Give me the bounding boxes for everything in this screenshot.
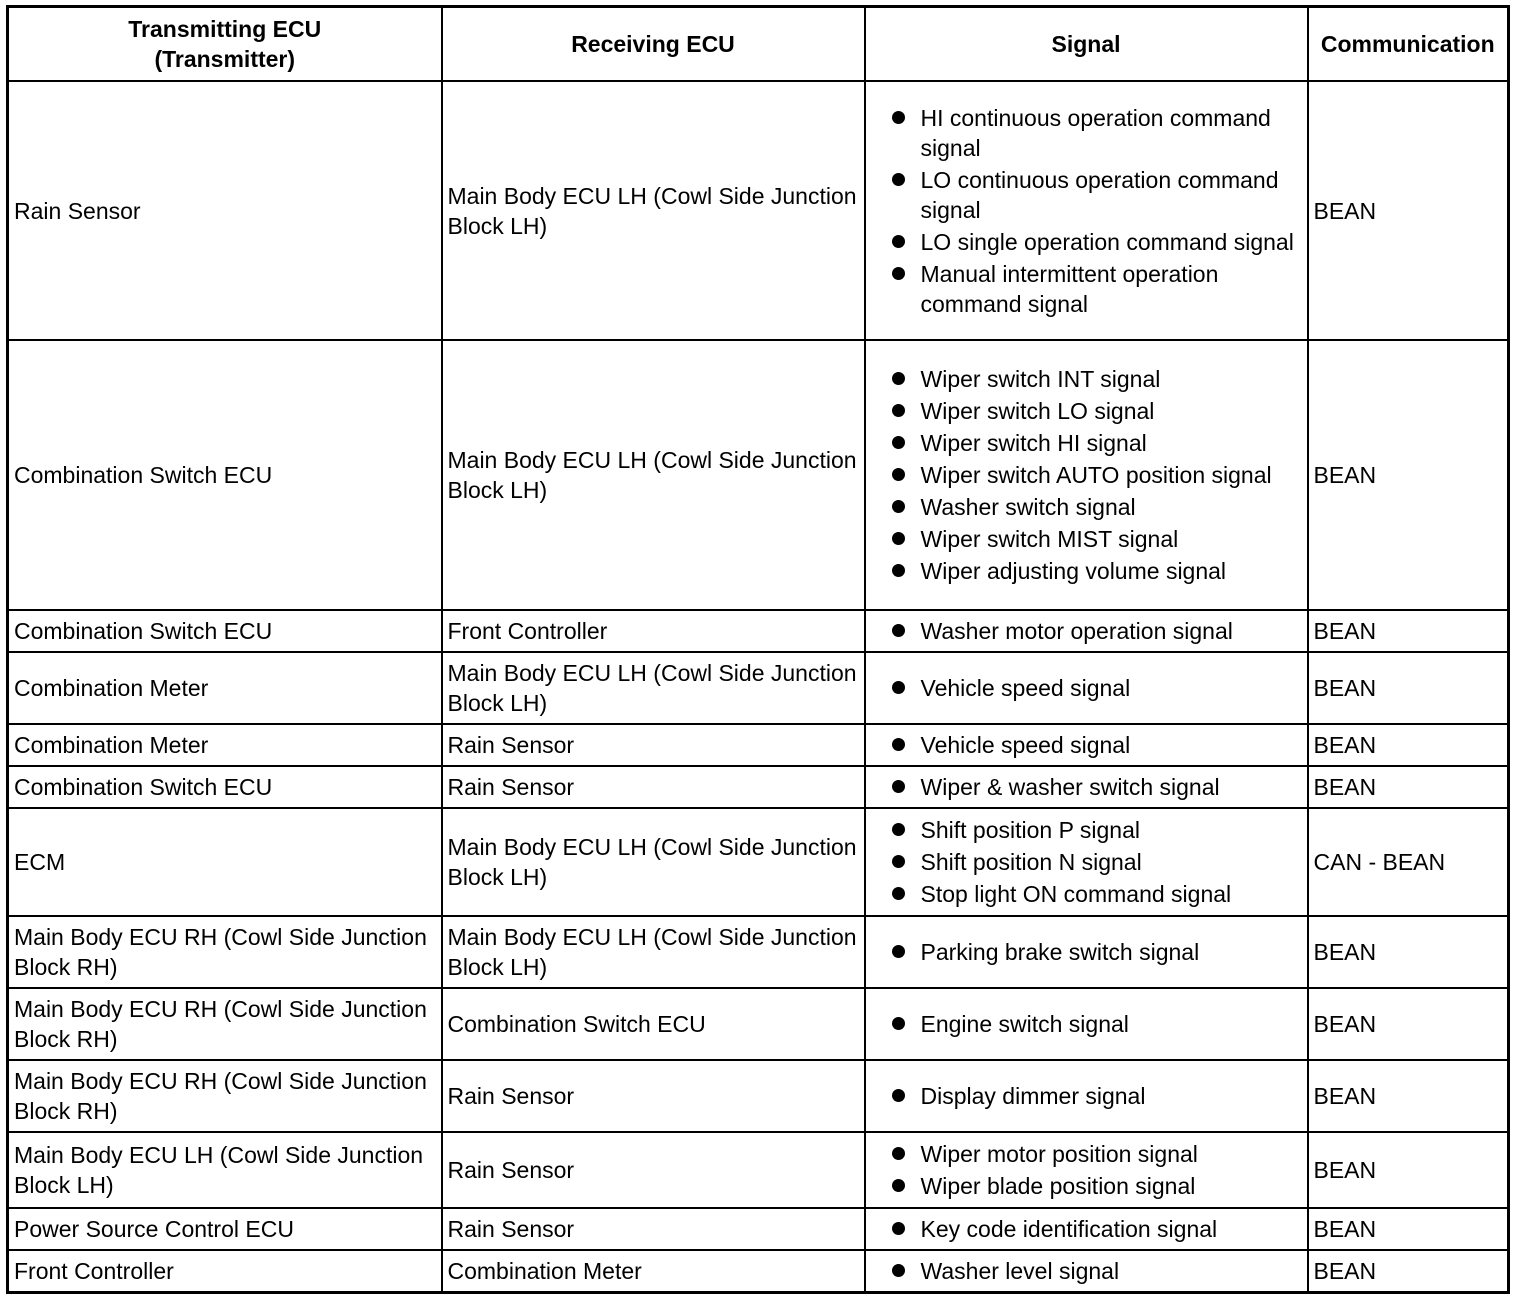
signal-cell [865,1250,1308,1292]
communication-cell: BEAN [1308,916,1509,988]
signal-item: Display dimmer signal [871,1081,1302,1111]
signal-list [871,103,1302,319]
signal-cell [865,1060,1308,1132]
signal-list [871,1139,1302,1201]
receiver-cell: Main Body ECU LH (Cowl Side Junction Block LH) [442,340,865,610]
receiver-cell: Main Body ECU LH (Cowl Side Junction Block LH) [442,652,865,724]
communication-cell: BEAN [1308,340,1509,610]
signal-cell [865,916,1308,988]
receiver-cell: Main Body ECU LH (Cowl Side Junction Block LH) [442,81,865,340]
signal-cell [865,724,1308,766]
signal-list [871,730,1302,760]
signal-cell [865,652,1308,724]
communication-cell: BEAN [1308,1060,1509,1132]
receiver-cell: Main Body ECU LH (Cowl Side Junction Block LH) [442,916,865,988]
communication-cell: BEAN [1308,1132,1509,1208]
table-row [8,652,1509,724]
table-row [8,1250,1509,1292]
signal-item: HI continuous operation command signal [871,103,1302,163]
signal-cell [865,340,1308,610]
table-header [8,7,1509,82]
transmitter-cell: Main Body ECU LH (Cowl Side Junction Block LH) [8,1132,442,1208]
transmitter-cell: Combination Meter [8,652,442,724]
table-body [8,81,1509,1292]
table-row [8,1208,1509,1250]
signal-cell [865,1132,1308,1208]
signal-item: Parking brake switch signal [871,937,1302,967]
transmitter-cell: Power Source Control ECU [8,1208,442,1250]
signal-list [871,616,1302,646]
signal-item: Wiper switch HI signal [871,428,1302,458]
transmitter-cell: Combination Meter [8,724,442,766]
communication-cell: CAN - BEAN [1308,808,1509,916]
signal-item: Vehicle speed signal [871,673,1302,703]
communication-cell: BEAN [1308,724,1509,766]
signal-item: LO continuous operation command signal [871,165,1302,225]
signal-list [871,1214,1302,1244]
transmitter-cell: Combination Switch ECU [8,610,442,652]
signal-cell [865,808,1308,916]
receiver-cell: Front Controller [442,610,865,652]
signal-item: Wiper motor position signal [871,1139,1302,1169]
signal-item: Washer switch signal [871,492,1302,522]
signal-item: Washer level signal [871,1256,1302,1286]
communication-cell: BEAN [1308,81,1509,340]
communication-cell: BEAN [1308,766,1509,808]
table-row [8,988,1509,1060]
signal-cell [865,766,1308,808]
header-receiving: Receiving ECU [442,7,865,82]
signal-cell [865,988,1308,1060]
signal-list [871,673,1302,703]
signal-item: Wiper & washer switch signal [871,772,1302,802]
signal-list [871,364,1302,586]
signal-list [871,1256,1302,1286]
table-row [8,808,1509,916]
receiver-cell: Rain Sensor [442,766,865,808]
receiver-cell: Combination Meter [442,1250,865,1292]
table-row [8,1060,1509,1132]
signal-list [871,937,1302,967]
signal-item: Shift position N signal [871,847,1302,877]
communication-cell: BEAN [1308,1250,1509,1292]
table-row [8,81,1509,340]
table-row [8,340,1509,610]
signal-item: Wiper switch LO signal [871,396,1302,426]
signal-item: Wiper switch INT signal [871,364,1302,394]
communication-table [6,5,1510,1294]
transmitter-cell: Combination Switch ECU [8,766,442,808]
signal-item: LO single operation command signal [871,227,1302,257]
communication-cell: BEAN [1308,652,1509,724]
header-signal: Signal [865,7,1308,82]
signal-cell [865,610,1308,652]
receiver-cell: Rain Sensor [442,1208,865,1250]
signal-item: Vehicle speed signal [871,730,1302,760]
table-row [8,1132,1509,1208]
transmitter-cell: ECM [8,808,442,916]
signal-item: Engine switch signal [871,1009,1302,1039]
table-row [8,724,1509,766]
signal-item: Manual intermittent operation command signal [871,259,1302,319]
signal-list [871,815,1302,909]
communication-cell: BEAN [1308,988,1509,1060]
header-row [8,7,1509,82]
header-communication: Communication [1308,7,1509,82]
receiver-cell: Rain Sensor [442,724,865,766]
receiver-cell: Main Body ECU LH (Cowl Side Junction Block LH) [442,808,865,916]
transmitter-cell: Main Body ECU RH (Cowl Side Junction Block RH) [8,988,442,1060]
signal-item: Wiper blade position signal [871,1171,1302,1201]
table-row [8,610,1509,652]
signal-item: Wiper adjusting volume signal [871,556,1302,586]
signal-item: Key code identification signal [871,1214,1302,1244]
transmitter-cell: Main Body ECU RH (Cowl Side Junction Block RH) [8,1060,442,1132]
signal-item: Wiper switch AUTO position signal [871,460,1302,490]
transmitter-cell: Rain Sensor [8,81,442,340]
receiver-cell: Rain Sensor [442,1060,865,1132]
signal-list [871,1081,1302,1111]
transmitter-cell: Combination Switch ECU [8,340,442,610]
table-row [8,766,1509,808]
signal-item: Washer motor operation signal [871,616,1302,646]
signal-cell [865,1208,1308,1250]
signal-list [871,772,1302,802]
signal-item: Shift position P signal [871,815,1302,845]
table-row [8,916,1509,988]
communication-cell: BEAN [1308,1208,1509,1250]
receiver-cell: Combination Switch ECU [442,988,865,1060]
transmitter-cell: Main Body ECU RH (Cowl Side Junction Block RH) [8,916,442,988]
signal-cell [865,81,1308,340]
signal-item: Stop light ON command signal [871,879,1302,909]
receiver-cell: Rain Sensor [442,1132,865,1208]
transmitter-cell: Front Controller [8,1250,442,1292]
signal-list [871,1009,1302,1039]
communication-cell: BEAN [1308,610,1509,652]
signal-item: Wiper switch MIST signal [871,524,1302,554]
header-transmitting: Transmitting ECU (Transmitter) [8,7,442,82]
